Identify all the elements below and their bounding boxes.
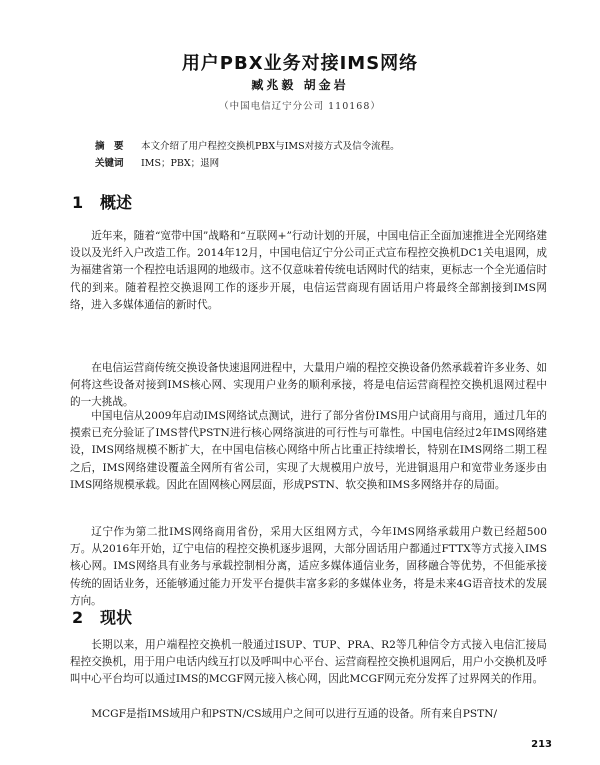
- keywords: [95, 157, 560, 171]
- section-title: 概述: [100, 193, 133, 212]
- section-heading-overview: [72, 190, 132, 213]
- section-heading-status: [72, 605, 132, 628]
- paragraph: 近年来，随着“宽带中国”战略和“互联网+”行动计划的开展，中国电信正全面加速推进全光网络建设以及光纤入户改造工作。2014年12月，中国电信辽宁分公司正式宣布程控交换机DC1关电退网，成为福建省第一个程控电话退网的地级市。这不仅意味着传统电话网时代的结束，更标志一个全光通信时代的到来。随着程控交换退网工作的逐步开展，电信运营商现有固话用户将最终全部割接到IMS网络，进入多媒体通信的新时代。: [70, 230, 547, 311]
- paragraph: 中国电信从2009年启动IMS网络试点测试，进行了部分省份IMS用户试商用与商用，通过几年的摸索已充分验证了IMS替代PSTN进行核心网络演进的可行性与可靠性。中国电信经过2年IMS网络建设，IMS网络规模不断扩大，在中国电信核心网络中所占比重正持续增长，特别在IMS网络二期工程之后，IMS网络建设覆盖全网所有省公司，实现了大规模用户放号，光进铜退用户和宽带业务逐步由IMS网络规模承载。因此在固网核心网层面，形成PSTN、软交换和IMS多网络并存的局面。: [70, 410, 547, 491]
- section-number: 2: [72, 608, 84, 627]
- abstract: [95, 140, 560, 154]
- abstract-text: 本文介绍了用户程控交换机PBX与IMS对接方式及信令流程。: [141, 141, 400, 152]
- abstract-label: 摘 要: [95, 141, 124, 152]
- section-number: 1: [72, 193, 84, 212]
- paragraph: 在电信运营商传统交换设备快速退网进程中，大量用户端的程控交换设备仍然承载着许多业务、如何将这些设备对接到IMS核心网、实现用户业务的顺利承接，将是电信运营商程控交换机退网过程中的一大挑战。: [70, 362, 547, 409]
- author-affiliation: （中国电信辽宁分公司 110168）: [219, 101, 381, 112]
- article-title: 用户PBX业务对接IMS网络: [181, 53, 419, 74]
- keywords-text: IMS；PBX；退网: [141, 158, 220, 169]
- keywords-label: 关键词: [95, 158, 124, 169]
- section-title: 现状: [100, 608, 133, 627]
- paragraph: 长期以来，用户端程控交换机一般通过ISUP、TUP、PRA、R2等几种信令方式接入电信汇接局程控交换机，用于用户电话内线互打以及呼叫中心平台、运营商程控交换机退网后，用户小交换机及呼叫中心平台均可以通过IMS的MCGF网元接入核心网，因此MCGF网元充分发挥了过界网关的作用。: [70, 639, 547, 686]
- paragraph: 辽宁作为第二批IMS网络商用省份，采用大区组网方式，今年IMS网络承载用户数已经超500万。从2016年开始，辽宁电信的程控交换机逐步退网，大部分固话用户都通过FTTX等方式接入IMS核心网。IMS网络具有业务与承载控制相分离，适应多媒体通信业务，固移融合等优势，不但能承接传统的固话业务，还能够通过能力开发平台提供丰富多彩的多媒体业务，将是未来4G语音技术的发展方向。: [70, 526, 547, 607]
- page-number: 213: [531, 739, 552, 750]
- article-authors: 臧兆毅 胡金岩: [251, 78, 349, 92]
- paragraph: MCGF是指IMS域用户和PSTN/CS域用户之间可以进行互通的设备。所有来自PSTN/: [91, 708, 498, 720]
